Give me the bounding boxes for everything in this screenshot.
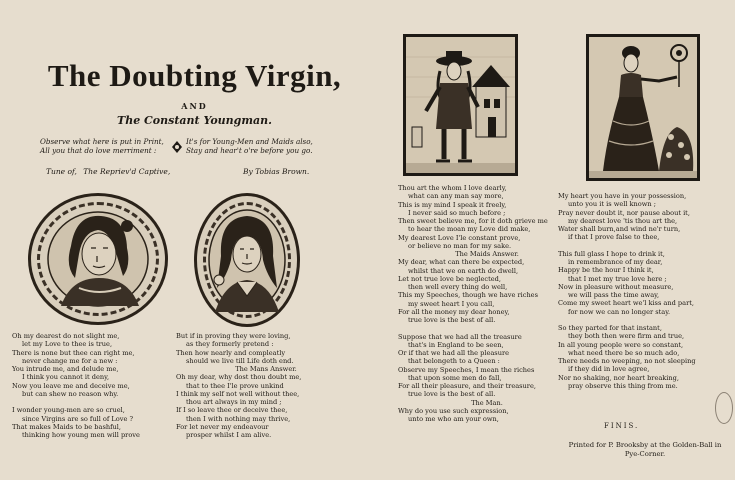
verse-line: pray observe this thing from me.: [568, 381, 678, 390]
tune-label: Tune of,: [46, 167, 77, 176]
verse-line: Observe my Speeches, I mean the riches: [398, 365, 535, 374]
verse-line: Oh my dearest do not slight me,: [12, 332, 120, 340]
verse-line: should we live till Life doth end.: [186, 356, 294, 365]
lady-woodcut: [586, 34, 700, 181]
verse-line: Why do you use such expression,: [398, 406, 509, 415]
verse-line: I think my self not well without thee,: [176, 389, 300, 398]
verse-line: There is none but thee can right me,: [12, 348, 135, 357]
woman-portrait-medallion: [28, 193, 168, 325]
verse-line: [12, 398, 180, 406]
verse-line: since Virgins are so full of Love ?: [22, 414, 134, 423]
man-portrait-image: [197, 196, 297, 324]
verse-line: You intrude me, and delude me,: [12, 365, 119, 373]
fleuron-icon: [171, 139, 183, 153]
verse-line: that to thee I'le prove unkind: [186, 381, 284, 390]
verse-line: my sweet heart I you call,: [408, 299, 495, 308]
gentleman-woodcut: [403, 34, 518, 176]
imprint-line: Pye-Corner.: [624, 450, 666, 458]
verse-line: This my Speeches, though we have riches: [398, 291, 538, 300]
verse-line: This is my mind I speak it freely,: [398, 200, 507, 209]
verse-line: Suppose that we had all the treasure: [398, 332, 522, 341]
verse-line: Now in pleasure without measure,: [558, 282, 674, 291]
verse-line: or believe no man for my sake.: [408, 241, 512, 250]
library-stamp: [715, 392, 733, 424]
printer-imprint: [560, 441, 730, 459]
epigraph-left: [40, 137, 164, 155]
verse-line: if that I prove false to thee,: [568, 233, 660, 242]
verse-line: Then how nearly and compleatly: [176, 348, 286, 357]
verse-line: My dear, what can there be expected,: [398, 258, 525, 267]
verse-line: I wonder young-men are so cruel,: [12, 406, 125, 415]
verse-line: I never said so much before ;: [408, 208, 506, 217]
verse-line: true love is the best of all.: [408, 390, 496, 399]
verse-line: true love is the best of all.: [408, 316, 496, 324]
verse-line: thinking how young men will prove: [22, 431, 140, 439]
verse-line: [398, 324, 576, 332]
verse-line: thou art always in my mind ;: [186, 398, 282, 406]
verse-line: Happy be the hour I think it,: [558, 266, 654, 275]
verse-line: Nor no shaking, nor heart breaking,: [558, 373, 679, 382]
epigraph-line: It's for Young-Men and Maids also,: [186, 137, 313, 146]
verse-line: Or if that we had all the pleasure: [398, 349, 509, 357]
verse-line: Thou art the whom I love dearly,: [398, 184, 507, 192]
verse-line: Then sweet believe me, for it doth grieve me: [398, 217, 548, 225]
verse-line: they both then were firm and true,: [568, 332, 685, 341]
epigraph-line: Observe what here is put in Print,: [40, 137, 164, 146]
woman-portrait-image: [31, 196, 165, 322]
verse-line: that's in England to be seen,: [408, 340, 504, 349]
verse-line: let my Love to thee is true,: [22, 340, 113, 349]
verse-line: in remembrance of my dear,: [568, 258, 663, 266]
verse-line: If I so leave thee or deceive thee,: [176, 406, 288, 415]
imprint-line: Printed for P. Brooksby at the Golden-Ball in: [568, 441, 722, 449]
verse-heading: The Man.: [471, 398, 503, 407]
verse-line: never change me for a new :: [22, 356, 118, 365]
verse-line: That makes Maids to be bashful,: [12, 422, 121, 431]
verse-line: [558, 242, 730, 250]
ballad-subtitle: The Constant Youngman.: [117, 114, 272, 127]
verse-line: unto me who am your own,: [408, 415, 499, 423]
verse-heading: The Maids Answer.: [455, 250, 519, 258]
verse-column-1: [12, 332, 180, 439]
verse-line: My dearest Love I'le constant prove,: [398, 233, 521, 242]
verse-line: then I with nothing may thrive,: [186, 414, 291, 423]
lady-woodcut-image: [589, 37, 697, 178]
gentleman-woodcut-image: [406, 37, 515, 173]
verse-line: but can shew no reason why.: [22, 389, 119, 398]
verse-line: my dearest love 'tis thou art the,: [568, 216, 678, 225]
tune-line: [46, 167, 170, 176]
verse-column-2: [176, 332, 356, 439]
ballad-title: The Doubting Virgin,: [47, 58, 342, 93]
verse-line: For let never my endeavour: [176, 422, 269, 431]
verse-line: Come my sweet heart we'l kiss and part,: [558, 299, 694, 308]
epigraph-line: Stay and hear't o're before you go.: [186, 146, 313, 155]
title-and: AND: [181, 101, 208, 111]
verse-line: we will pass the time away,: [568, 291, 660, 299]
author-credit: By Tobias Brown.: [243, 167, 310, 176]
verse-line: My heart you have in your possession,: [558, 192, 687, 200]
verse-line: prosper whilst I am alive.: [186, 431, 272, 439]
verse-line: that upon some men do fall,: [408, 373, 502, 382]
verse-line: This full glass I hope to drink it,: [558, 249, 665, 258]
verse-line: for now we can no longer stay.: [568, 307, 671, 316]
verse-line: Let not true love be neglected,: [398, 274, 501, 283]
verse-line: In all young people were so constant,: [558, 340, 684, 349]
epigraph-right: [186, 137, 313, 155]
verse-line: to hear the moan my Love did make,: [408, 225, 531, 234]
verse-line: I think you cannot it deny,: [22, 373, 110, 382]
verse-line: Water shall burn,and wind ne'r turn,: [558, 225, 681, 233]
verse-line: unto you it is well known ;: [568, 200, 656, 209]
verse-column-3: [398, 184, 576, 423]
verse-line: that belongeth to a Queen :: [408, 357, 500, 366]
verse-line: what need there be so much ado,: [568, 348, 680, 357]
verse-line: [558, 316, 730, 324]
verse-line: Now you leave me and deceive me,: [12, 381, 130, 390]
verse-column-4: [558, 192, 730, 390]
verse-line: Pray never doubt it, nor pause about it,: [558, 208, 690, 217]
tune-name: The Repriev'd Captive,: [83, 167, 171, 176]
verse-line: There needs no weeping, no not sleeping: [558, 357, 696, 365]
man-portrait-medallion: [194, 193, 300, 327]
verse-line: that I met my true love here ;: [568, 274, 667, 283]
verse-line: if they did in love agree,: [568, 365, 650, 374]
verse-line: Oh my dear, why dost thou doubt me,: [176, 373, 302, 382]
verse-line: But if in proving they were loving,: [176, 332, 291, 340]
verse-line: So they parted for that instant,: [558, 324, 662, 332]
verse-line: whilst that we on earth do dwell,: [408, 266, 519, 275]
epigraph-line: All you that do love merriment :: [40, 146, 157, 155]
verse-heading: The Mans Answer.: [235, 365, 297, 373]
verse-line: what can any man say more,: [408, 192, 504, 201]
verse-line: as they formerly pretend :: [186, 340, 274, 349]
finis: FINIS.: [604, 422, 640, 430]
verse-line: For all their pleasure, and their treasure,: [398, 382, 536, 390]
verse-line: then well every thing do well,: [408, 283, 508, 291]
verse-line: For all the money my dear honey,: [398, 307, 510, 316]
